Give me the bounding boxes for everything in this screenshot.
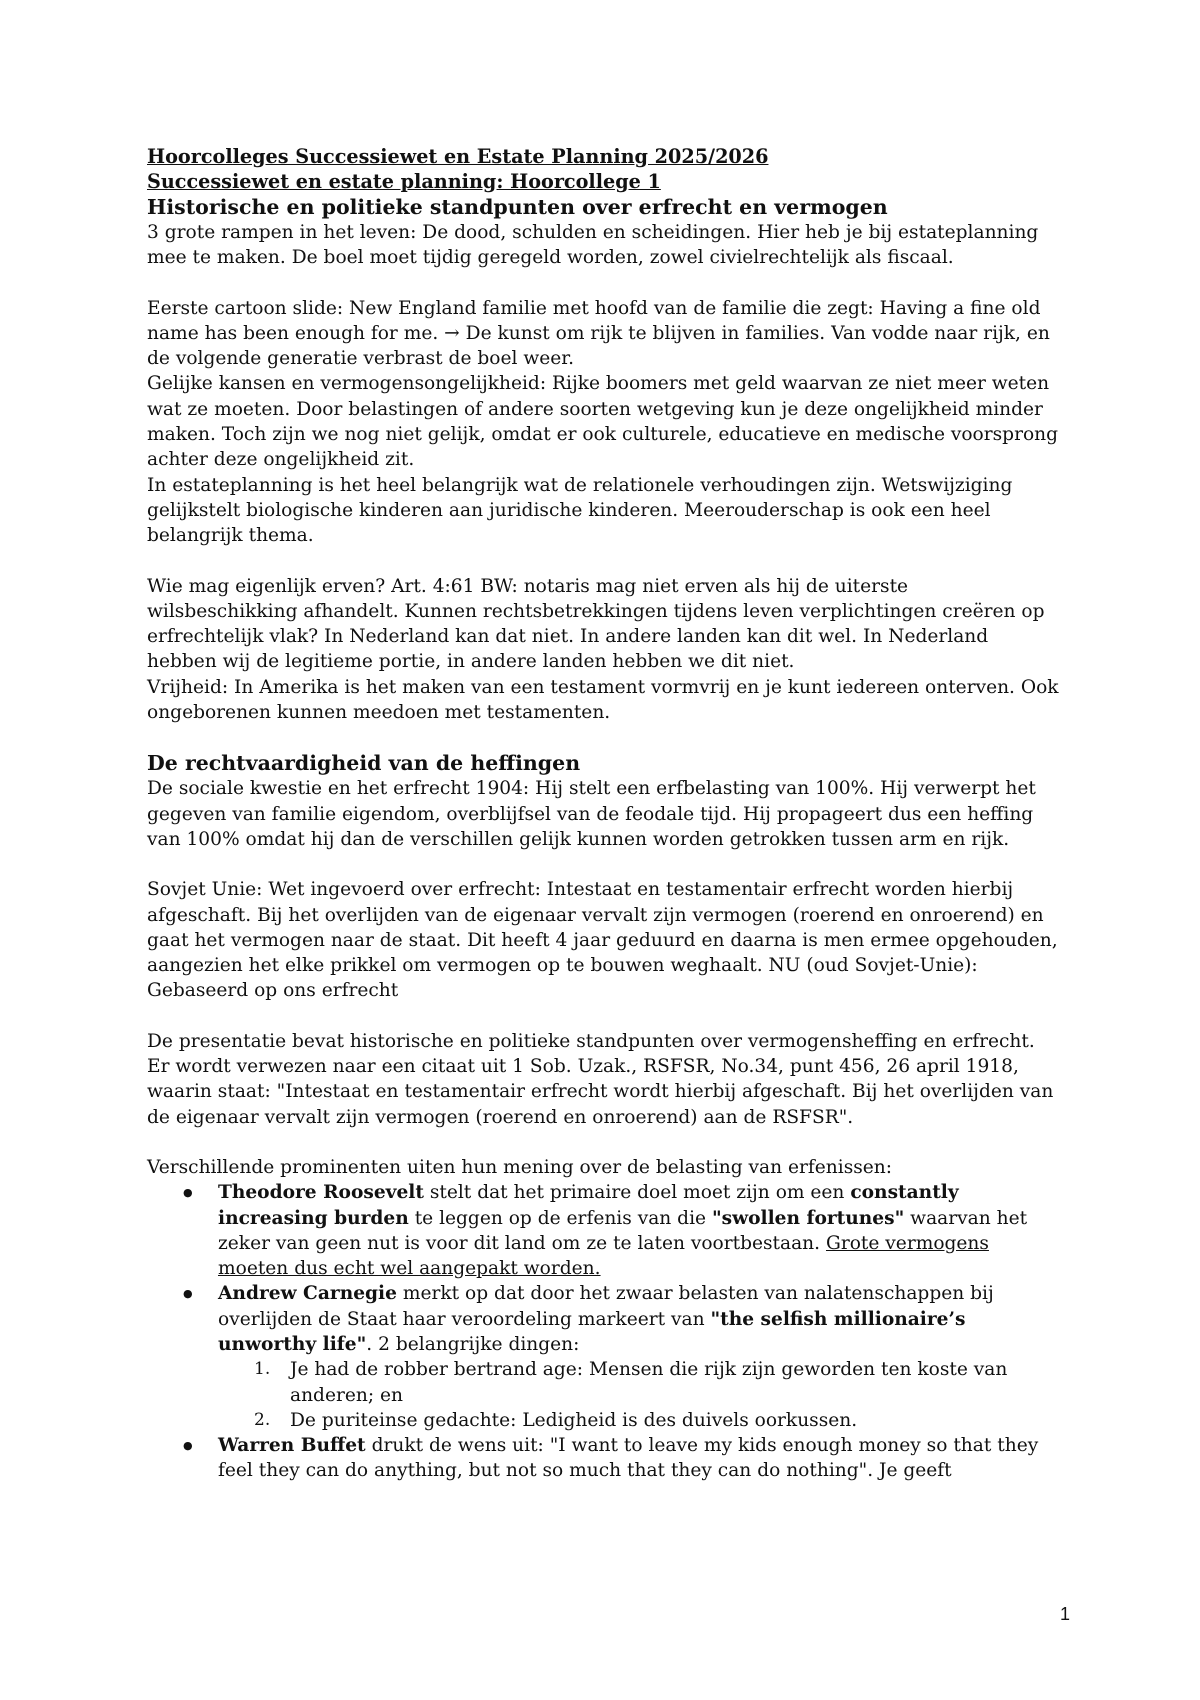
- document-title: Hoorcolleges Successiewet en Estate Planning 2025/2026: [147, 145, 769, 168]
- sublist-number: 2.: [254, 1409, 271, 1430]
- person-name: Andrew Carnegie: [218, 1283, 397, 1305]
- paragraph-rampen: 3 grote rampen in het leven: De dood, schulden en scheidingen. Hier heb je bij estateplanning mee te maken. De boel moet tijdig geregeld worden, zowel civielrechtelijk als fiscaal.: [147, 222, 1039, 269]
- blank-line: [147, 852, 1062, 877]
- blank-line: [147, 1130, 1062, 1155]
- lecture-subtitle: Successiewet en estate planning: Hoorcollege 1: [147, 170, 661, 193]
- sublist-number: 1.: [254, 1359, 271, 1380]
- sublist-text: De puriteinse gedachte: Ledigheid is des duivels oorkussen.: [290, 1409, 858, 1431]
- section-heading-rechtvaardigheid: De rechtvaardigheid van de heffingen: [147, 751, 581, 776]
- paragraph-prominenten-intro: Verschillende prominenten uiten hun mening over de belasting van erfenissen:: [147, 1156, 893, 1178]
- quote-bold: "swollen fortunes": [711, 1207, 905, 1229]
- blank-line: [147, 1004, 1062, 1029]
- blank-line: [147, 725, 1062, 750]
- paragraph-relationele-verhoudingen: In estateplanning is het heel belangrijk wat de relationele verhoudingen zijn. Wetswijziging gelijkstelt biologische kinderen aan juridische kinderen. Meerouderschap is ook een heel belangrijk thema.: [147, 474, 1013, 547]
- page-number: 1: [1059, 1604, 1070, 1624]
- list-text: waarvan het zeker van geen nut is voor dit land om ze te laten voortbestaan.: [218, 1207, 1028, 1254]
- quote-bold: constantly increasing burden: [218, 1182, 959, 1229]
- blank-line: [147, 271, 1062, 296]
- section-heading-history: Historische en politieke standpunten over erfrecht en vermogen: [147, 195, 888, 219]
- paragraph-sovjet-unie: Sovjet Unie: Wet ingevoerd over erfrecht: Intestaat en testamentair erfrecht worden hierbij afgeschaft. Bij het overlijden van de eigenaar vervalt zijn vermogen (roerend en onroerend) en gaat het vermogen naar de staat. Dit heeft 4 jaar geduurd en daarna is men ermee opgehouden, aangezien het elke prikkel om vermogen op te bouwen weghaalt. NU (oud Sovjet-Unie): Gebaseerd op ons erfrecht: [147, 879, 1058, 1002]
- paragraph-presentatie: De presentatie bevat historische en politieke standpunten over vermogensheffing en erfrecht. Er wordt verwezen naar een citaat uit 1 Sob. Uzak., RSFSR, No.34, punt 456, 26 april 1918, waarin staat: "Intestaat en testamentair erfrecht wordt hierbij afgeschaft. Bij het overlijden van de eigenaar vervalt zijn vermogen (roerend en onroerend) aan de RSFSR".: [147, 1030, 1054, 1128]
- list-text: . 2 belangrijke dingen:: [366, 1333, 580, 1355]
- prominenten-list: [147, 1180, 1062, 1484]
- sublist-item: [254, 1408, 1062, 1433]
- paragraph-sociale-kwestie: De sociale kwestie en het erfrecht 1904: Hij stelt een erfbelasting van 100%. Hij verwerpt het gegeven van familie eigendom, overblijfsel van de feodale tijd. Hij propageert dus een heffing van 100% omdat hij dan de verschillen gelijk kunnen worden getrokken tussen arm en rijk.: [147, 778, 1036, 850]
- paragraph-vrijheid: Vrijheid: In Amerika is het maken van een testament vormvrij en je kunt iedereen onterven. Ook ongeborenen kunnen meedoen met testamenten.: [147, 676, 1059, 724]
- list-item-carnegie: [218, 1281, 1062, 1433]
- list-text: merkt op dat door het zwaar belasten van nalatenschappen bij overlijden de Staat haar veroordeling markeert van: [218, 1283, 994, 1330]
- paragraph-gelijke-kansen: Gelijke kansen en vermogensongelijkheid: Rijke boomers met geld waarvan ze niet meer weten wat ze moeten. Door belastingen of andere soorten wetgeving kun je deze ongelijkheid minder maken. Toch zijn we nog niet gelijk, omdat er ook culturele, educatieve en medische voorsprong achter deze ongelijkheid zit.: [147, 373, 1059, 471]
- sublist-item: [254, 1357, 1062, 1408]
- paragraph-wie-mag-erven: Wie mag eigenlijk erven? Art. 4:61 BW: notaris mag niet erven als hij de uiterste wilsbeschikking afhandelt. Kunnen rechtsbetrekkingen tijdens leven verplichtingen creëren op erfrechtelijk vlak? In Nederland kan dat niet. In andere landen kan dit wel. In Nederland hebben wij de legitieme portie, in andere landen hebben we dit niet.: [147, 575, 1045, 673]
- list-text: stelt dat het primaire doel moet zijn om een: [423, 1182, 851, 1204]
- list-item-buffet: [218, 1433, 1062, 1484]
- list-text: te leggen op de erfenis van die: [408, 1207, 712, 1229]
- list-text: drukt de wens uit: "I want to leave my kids enough money so that they feel they can do anything, but not so much that they can do nothing". Je geeft: [218, 1435, 1039, 1482]
- carnegie-sublist: [218, 1357, 1062, 1433]
- blank-line: [147, 549, 1062, 574]
- paragraph-cartoon: Eerste cartoon slide: New England familie met hoofd van de familie die zegt: Having a fine old name has been enough for me. → De kunst om rijk te blijven in families. Van vodde naar rijk, en de volgende generatie verbrast de boel weer.: [147, 297, 1050, 370]
- sublist-text: Je had de robber bertrand age: Mensen die rijk zijn geworden ten koste van anderen; en: [290, 1359, 1008, 1406]
- person-name: Theodore Roosevelt: [218, 1182, 424, 1204]
- page-content: [147, 144, 1062, 1484]
- list-item-roosevelt: [218, 1180, 1062, 1281]
- quote-bold: "the selfish millionaire’s unworthy life": [218, 1308, 966, 1355]
- person-name: Warren Buffet: [218, 1435, 366, 1457]
- underlined-conclusion: Grote vermogens moeten dus echt wel aangepakt worden.: [218, 1232, 989, 1280]
